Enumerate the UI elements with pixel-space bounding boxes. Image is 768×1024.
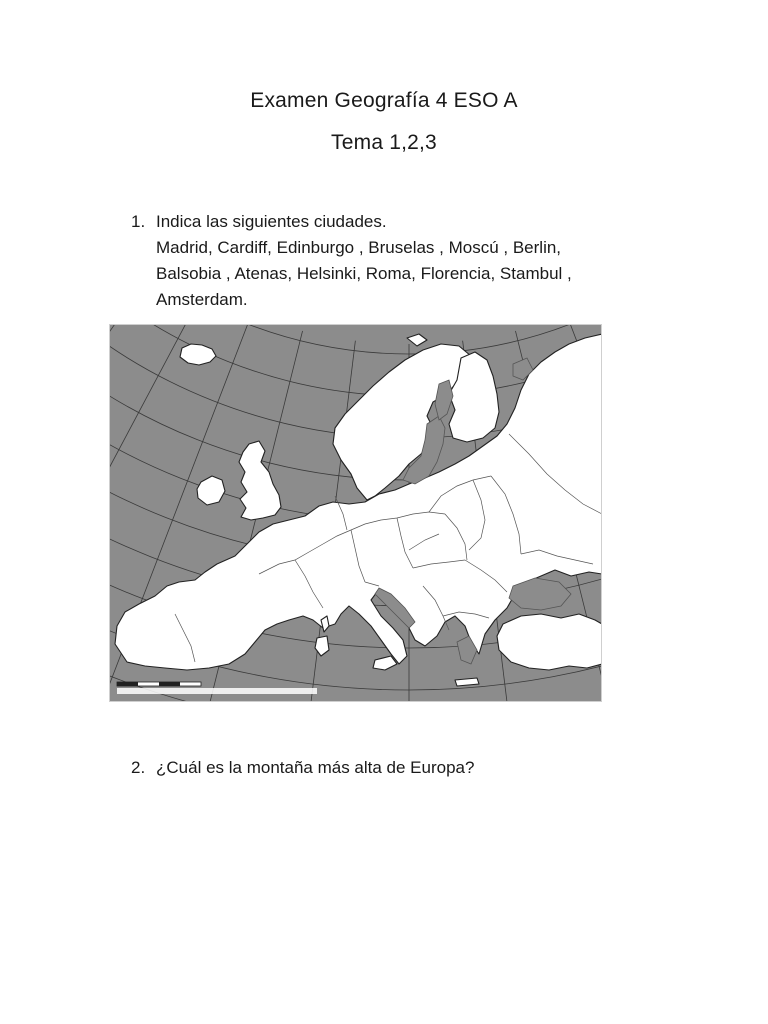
question-body xyxy=(156,209,626,313)
europe-map xyxy=(109,324,602,702)
anatolia-outline xyxy=(497,614,602,670)
question-number: 1. xyxy=(131,212,146,231)
city-list-line: Balsobia , Atenas, Helsinki, Roma, Florencia, Stambul , xyxy=(156,264,572,283)
question-prompt: Indica las siguientes ciudades. xyxy=(156,212,387,231)
question-body xyxy=(156,755,626,781)
exam-title: Examen Geografía 4 ESO A xyxy=(250,89,518,112)
question-prompt: ¿Cuál es la montaña más alta de Europa? xyxy=(156,758,475,777)
city-list-line: Madrid, Cardiff, Edinburgo , Bruselas , Moscú , Berlin, xyxy=(156,238,562,257)
city-list-line: Amsterdam. xyxy=(156,290,248,309)
crete-outline xyxy=(455,678,479,686)
europe-map-graphic xyxy=(109,324,602,702)
question-number: 2. xyxy=(131,758,146,777)
exam-subtitle: Tema 1,2,3 xyxy=(331,131,437,154)
